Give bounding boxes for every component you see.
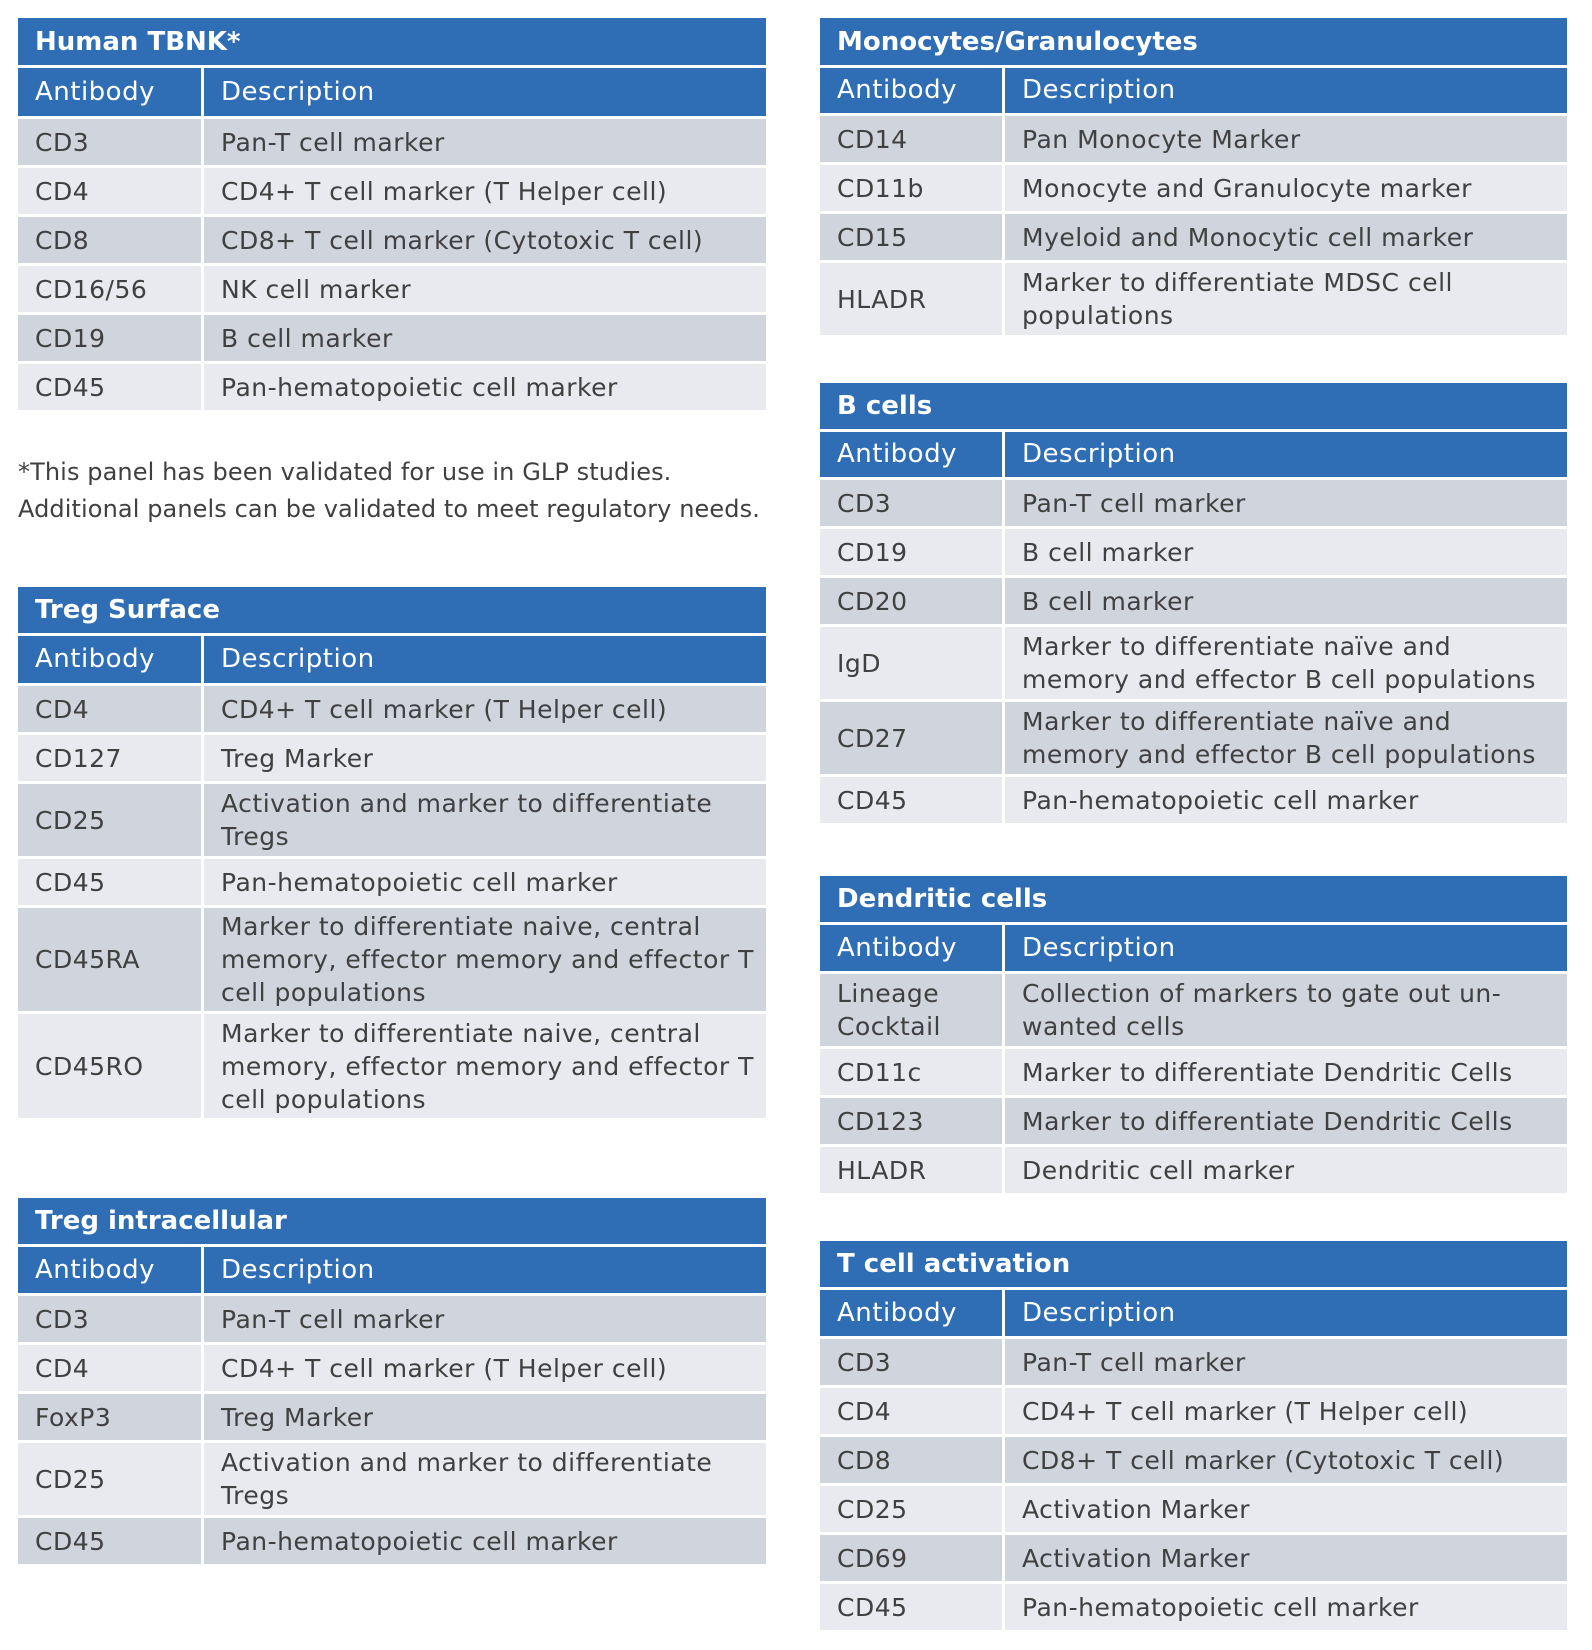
table-row xyxy=(18,119,766,165)
antibody-cell: CD4 xyxy=(18,686,201,732)
panel-title: Treg intracellular xyxy=(18,1198,766,1244)
description-cell: Treg Marker xyxy=(204,735,766,781)
description-cell: Description xyxy=(1005,68,1567,113)
antibody-cell: Antibody xyxy=(820,925,1002,971)
table-row xyxy=(18,1518,766,1564)
table-row xyxy=(820,263,1567,335)
description-cell: Activation and marker to differentiate Tregs xyxy=(204,1443,766,1515)
antibody-cell: CD25 xyxy=(820,1486,1002,1532)
antibody-cell: CD25 xyxy=(18,784,201,856)
description-cell: Marker to differentiate Dendritic Cells xyxy=(1005,1098,1567,1144)
description-cell: NK cell marker xyxy=(204,266,766,312)
table-row xyxy=(820,974,1567,1046)
table-row xyxy=(820,116,1567,162)
table-row xyxy=(18,908,766,1011)
table-row xyxy=(820,702,1567,774)
table-row xyxy=(18,315,766,361)
description-cell: Marker to differentiate naïve and memory and effector B cell populations xyxy=(1005,702,1567,774)
antibody-cell: FoxP3 xyxy=(18,1394,201,1440)
table-header-row xyxy=(820,68,1567,113)
antibody-cell: CD45 xyxy=(820,777,1002,823)
table-row xyxy=(820,1147,1567,1193)
description-cell: Description xyxy=(204,1247,766,1293)
table-row xyxy=(820,1486,1567,1532)
description-cell: Dendritic cell marker xyxy=(1005,1147,1567,1193)
table-row xyxy=(820,1098,1567,1144)
table-row xyxy=(820,777,1567,823)
panel-treg-surface xyxy=(18,587,766,1121)
footnote-line-1: *This panel has been validated for use in GLP studies. xyxy=(18,458,672,486)
table-header-row xyxy=(18,1247,766,1293)
description-cell: Marker to differentiate naïve and memory and effector B cell populations xyxy=(1005,627,1567,699)
description-cell: Activation and marker to differentiate Tregs xyxy=(204,784,766,856)
antibody-cell: CD19 xyxy=(820,529,1002,575)
table-row xyxy=(820,1049,1567,1095)
description-cell: Description xyxy=(1005,1290,1567,1336)
table-row xyxy=(820,578,1567,624)
antibody-cell: CD19 xyxy=(18,315,201,361)
description-cell: Pan-T cell marker xyxy=(204,119,766,165)
table-row xyxy=(820,480,1567,526)
antibody-cell: Antibody xyxy=(18,1247,201,1293)
description-cell: Marker to differentiate Dendritic Cells xyxy=(1005,1049,1567,1095)
antibody-cell: CD8 xyxy=(820,1437,1002,1483)
table-row xyxy=(820,627,1567,699)
antibody-cell: CD45 xyxy=(820,1584,1002,1630)
description-cell: Description xyxy=(204,636,766,683)
description-cell: Activation Marker xyxy=(1005,1486,1567,1532)
panel-t-cell-activation xyxy=(820,1241,1567,1633)
antibody-cell: CD3 xyxy=(820,480,1002,526)
description-cell: Description xyxy=(1005,432,1567,477)
description-cell: CD4+ T cell marker (T Helper cell) xyxy=(204,168,766,214)
description-cell: Marker to differentiate naive, central memory, effector memory and effector T cell populations xyxy=(204,908,766,1011)
table-row xyxy=(820,1584,1567,1630)
antibody-cell: CD45 xyxy=(18,364,201,410)
table-header-row xyxy=(820,1290,1567,1336)
table-row xyxy=(820,1339,1567,1385)
table-row xyxy=(18,1014,766,1118)
description-cell: Pan-T cell marker xyxy=(1005,1339,1567,1385)
description-cell: Myeloid and Monocytic cell marker xyxy=(1005,214,1567,260)
antibody-cell: CD11c xyxy=(820,1049,1002,1095)
table-row xyxy=(18,168,766,214)
antibody-cell: CD8 xyxy=(18,217,201,263)
panel-human-tbnk xyxy=(18,18,766,413)
description-cell: Pan-hematopoietic cell marker xyxy=(204,364,766,410)
antibody-cell: Antibody xyxy=(820,1290,1002,1336)
table-header-row xyxy=(820,432,1567,477)
description-cell: B cell marker xyxy=(1005,578,1567,624)
antibody-cell: Antibody xyxy=(820,68,1002,113)
antibody-cell: HLADR xyxy=(820,1147,1002,1193)
antibody-cell: CD14 xyxy=(820,116,1002,162)
description-cell: Pan-hematopoietic cell marker xyxy=(1005,1584,1567,1630)
antibody-cell: CD20 xyxy=(820,578,1002,624)
panel-title: Human TBNK* xyxy=(18,18,766,65)
panel-title: Treg Surface xyxy=(18,587,766,633)
description-cell: Treg Marker xyxy=(204,1394,766,1440)
table-header-row xyxy=(18,636,766,683)
antibody-cell: CD45RO xyxy=(18,1014,201,1118)
description-cell: Description xyxy=(204,68,766,116)
antibody-cell: HLADR xyxy=(820,263,1002,335)
table-row xyxy=(820,1535,1567,1581)
table-header-row xyxy=(820,925,1567,971)
panel-monocytes-granulocytes xyxy=(820,18,1567,338)
footnote-line-2: Additional panels can be validated to meet regulatory needs. xyxy=(18,495,760,523)
description-cell: Description xyxy=(1005,925,1567,971)
table-row xyxy=(18,266,766,312)
antibody-cell: Antibody xyxy=(18,68,201,116)
antibody-cell: CD45 xyxy=(18,1518,201,1564)
antibody-cell: CD3 xyxy=(18,1296,201,1342)
description-cell: CD8+ T cell marker (Cytotoxic T cell) xyxy=(1005,1437,1567,1483)
description-cell: Pan-hematopoietic cell marker xyxy=(204,1518,766,1564)
antibody-cell: CD127 xyxy=(18,735,201,781)
antibody-cell: CD15 xyxy=(820,214,1002,260)
table-row xyxy=(820,1437,1567,1483)
description-cell: Monocyte and Granulocyte marker xyxy=(1005,165,1567,211)
description-cell: Pan-T cell marker xyxy=(1005,480,1567,526)
panel-title: Dendritic cells xyxy=(820,876,1567,922)
description-cell: Marker to differentiate MDSC cell populations xyxy=(1005,263,1567,335)
antibody-cell: CD3 xyxy=(18,119,201,165)
antibody-cell: CD123 xyxy=(820,1098,1002,1144)
table-row xyxy=(18,735,766,781)
table-row xyxy=(18,1345,766,1391)
table-row xyxy=(18,859,766,905)
description-cell: Collection of markers to gate out un-wanted cells xyxy=(1005,974,1567,1046)
description-cell: CD4+ T cell marker (T Helper cell) xyxy=(1005,1388,1567,1434)
antibody-cell: CD45RA xyxy=(18,908,201,1011)
antibody-cell: IgD xyxy=(820,627,1002,699)
description-cell: B cell marker xyxy=(1005,529,1567,575)
table-row xyxy=(820,214,1567,260)
table-row xyxy=(18,1443,766,1515)
antibody-cell: CD16/56 xyxy=(18,266,201,312)
description-cell: Pan-hematopoietic cell marker xyxy=(1005,777,1567,823)
antibody-cell: Lineage Cocktail xyxy=(820,974,1002,1046)
description-cell: Pan-hematopoietic cell marker xyxy=(204,859,766,905)
antibody-cell: CD4 xyxy=(18,168,201,214)
description-cell: Pan-T cell marker xyxy=(204,1296,766,1342)
table-row xyxy=(18,784,766,856)
panel-title: B cells xyxy=(820,383,1567,429)
antibody-cell: CD27 xyxy=(820,702,1002,774)
antibody-cell: Antibody xyxy=(820,432,1002,477)
table-row xyxy=(18,1296,766,1342)
antibody-cell: CD4 xyxy=(18,1345,201,1391)
panel-dendritic-cells xyxy=(820,876,1567,1196)
antibody-cell: CD25 xyxy=(18,1443,201,1515)
description-cell: CD8+ T cell marker (Cytotoxic T cell) xyxy=(204,217,766,263)
antibody-cell: CD45 xyxy=(18,859,201,905)
antibody-cell: CD4 xyxy=(820,1388,1002,1434)
panel-title: Monocytes/Granulocytes xyxy=(820,18,1567,65)
description-cell: CD4+ T cell marker (T Helper cell) xyxy=(204,686,766,732)
table-row xyxy=(18,217,766,263)
table-header-row xyxy=(18,68,766,116)
panel-treg-intracellular xyxy=(18,1198,766,1567)
antibody-cell: CD69 xyxy=(820,1535,1002,1581)
antibody-cell: CD3 xyxy=(820,1339,1002,1385)
description-cell: Pan Monocyte Marker xyxy=(1005,116,1567,162)
table-row xyxy=(18,1394,766,1440)
glp-footnote xyxy=(18,454,760,528)
table-row xyxy=(820,165,1567,211)
table-row xyxy=(18,364,766,410)
table-row xyxy=(820,529,1567,575)
description-cell: CD4+ T cell marker (T Helper cell) xyxy=(204,1345,766,1391)
panel-title: T cell activation xyxy=(820,1241,1567,1287)
antibody-cell: Antibody xyxy=(18,636,201,683)
antibody-cell: CD11b xyxy=(820,165,1002,211)
panel-b-cells xyxy=(820,383,1567,826)
description-cell: B cell marker xyxy=(204,315,766,361)
description-cell: Marker to differentiate naive, central memory, effector memory and effector T cell populations xyxy=(204,1014,766,1118)
table-row xyxy=(820,1388,1567,1434)
table-row xyxy=(18,686,766,732)
description-cell: Activation Marker xyxy=(1005,1535,1567,1581)
